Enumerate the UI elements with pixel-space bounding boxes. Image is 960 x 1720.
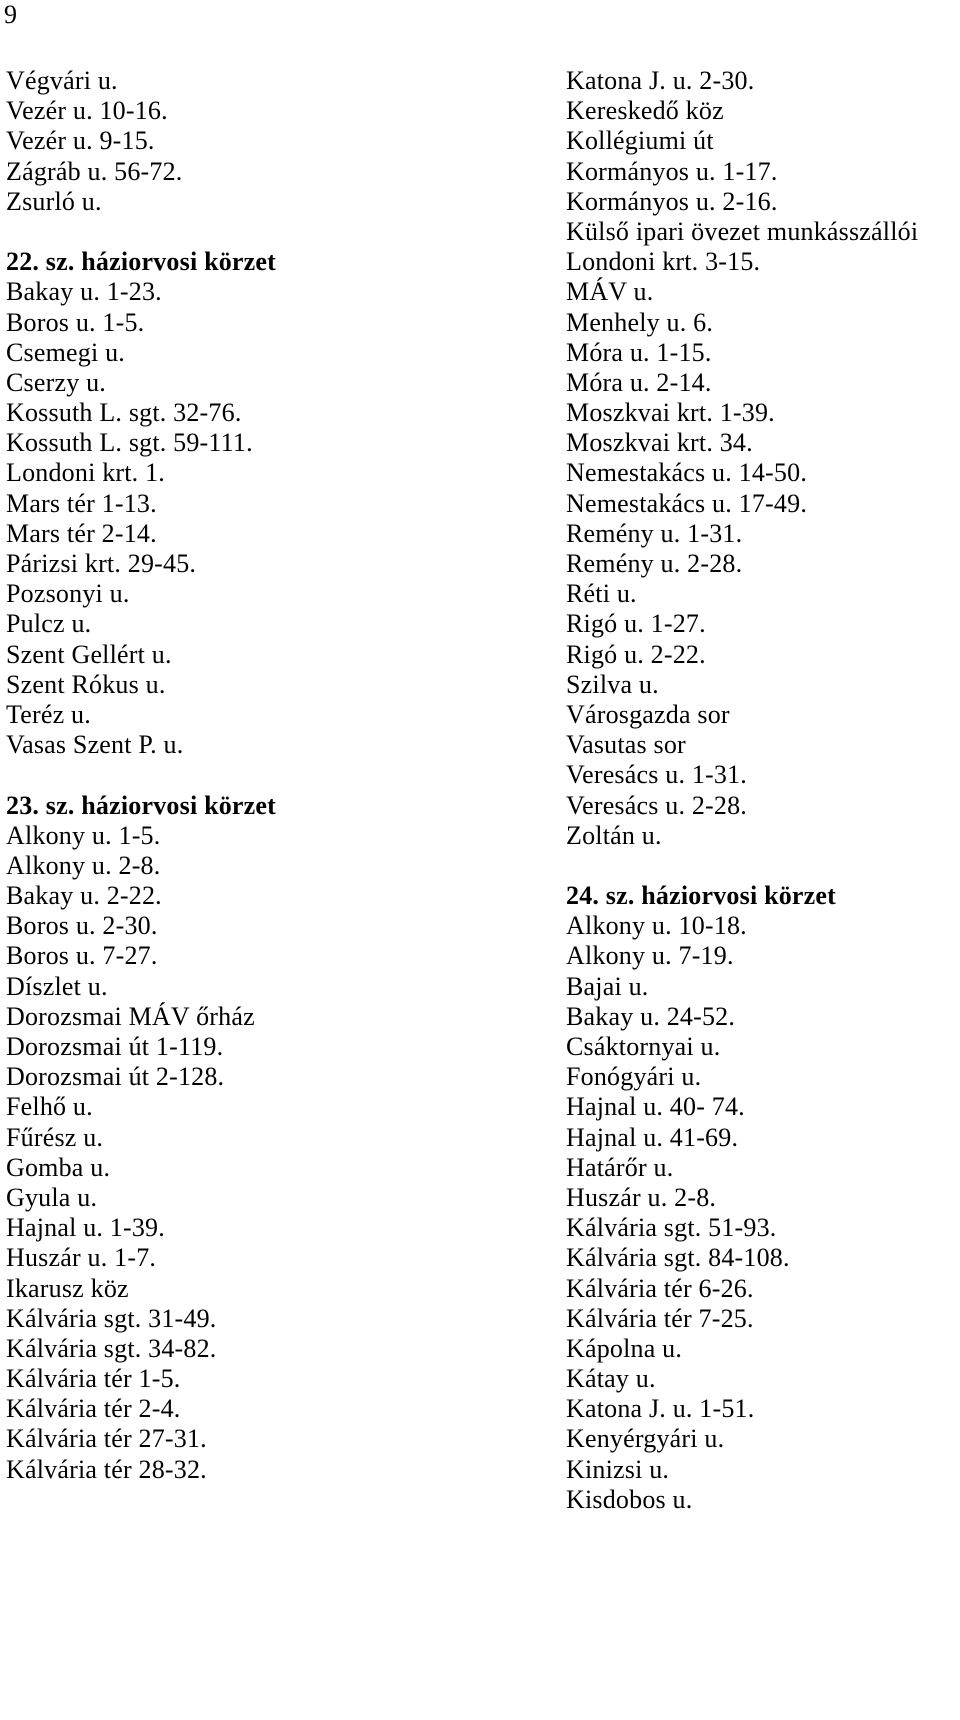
street-entry: Kálvária tér 1-5. [6,1364,181,1394]
street-entry: Bajai u. [566,971,649,1001]
street-entry: Gyula u. [6,1182,98,1212]
street-entry: Kossuth L. sgt. 59-111. [6,428,253,458]
street-entry: Határőr u. [566,1152,674,1182]
street-entry: Bakay u. 1-23. [6,277,162,307]
blank-line [566,851,956,881]
street-entry: Kossuth L. sgt. 32-76. [6,398,242,428]
street-entry: Kormányos u. 1-17. [566,156,778,186]
street-entry: Kereskedő köz [566,96,724,126]
street-entry: Bakay u. 2-22. [6,881,162,911]
right-column [566,66,956,1515]
street-entry: Moszkvai krt. 1-39. [566,398,775,428]
street-entry: Móra u. 1-15. [566,337,712,367]
street-entry: Végvári u. [6,66,118,95]
street-entry: Kormányos u. 2-16. [566,186,778,216]
street-entry: Londoni krt. 3-15. [566,247,761,277]
street-entry: Réti u. [566,579,637,609]
street-entry: Remény u. 2-28. [566,549,743,578]
street-entry: Fonógyári u. [566,1062,702,1092]
page-number: 9 [4,0,17,29]
street-entry: Kálvária sgt. 31-49. [6,1303,217,1333]
street-entry: Veresács u. 2-28. [566,790,748,820]
street-entry: Ikarusz köz [6,1273,129,1303]
street-entry: Teréz u. [6,699,91,729]
street-entry: Városgazda sor [566,699,730,729]
district-heading: 23. sz. háziorvosi körzet [6,790,277,820]
street-entry: Párizsi krt. 29-45. [6,549,197,578]
street-entry: Kisdobos u. [566,1484,693,1514]
street-entry: Vezér u. 9-15. [6,126,155,156]
blank-line [6,217,456,247]
street-entry: Külső ipari övezet munkásszállói [566,216,919,246]
street-entry: Kálvária tér 27-31. [6,1424,207,1454]
street-entry: Hajnal u. 1-39. [6,1213,165,1243]
street-entry: Zágráb u. 56-72. [6,156,183,186]
street-entry: Rigó u. 2-22. [566,639,706,669]
street-entry: Boros u. 2-30. [6,911,158,941]
left-column [6,66,456,1485]
street-entry: Szent Gellért u. [6,639,172,669]
street-entry: Nemestakács u. 14-50. [566,458,808,488]
street-entry: Bakay u. 24-52. [566,1001,736,1031]
street-entry: Gomba u. [6,1152,111,1182]
street-entry: Hajnal u. 40- 74. [566,1092,745,1122]
street-entry: Moszkvai krt. 34. [566,428,753,458]
street-entry: Csáktornyai u. [566,1032,721,1061]
district-heading: 22. sz. háziorvosi körzet [6,247,277,277]
district-heading: 24. sz. háziorvosi körzet [566,881,837,911]
street-entry: Fűrész u. [6,1122,104,1152]
street-entry: Kápolna u. [566,1333,683,1363]
street-entry: Hajnal u. 41-69. [566,1122,739,1152]
street-entry: Dorozsmai MÁV őrház [6,1001,255,1031]
street-entry: Nemestakács u. 17-49. [566,488,808,518]
street-entry: Alkony u. 2-8. [6,850,161,880]
street-entry: Kálvária sgt. 34-82. [6,1333,217,1363]
street-entry: MÁV u. [566,277,654,307]
street-entry: Dorozsmai út 1-119. [6,1032,224,1061]
street-entry: Kálvária sgt. 51-93. [566,1213,777,1243]
street-entry: Remény u. 1-31. [566,518,743,548]
street-entry: Díszlet u. [6,971,108,1001]
street-entry: Alkony u. 7-19. [566,941,734,971]
street-entry: Kálvária tér 28-32. [6,1454,207,1484]
street-entry: Móra u. 2-14. [566,367,712,397]
street-entry: Alkony u. 1-5. [6,820,161,850]
blank-line [6,760,456,790]
street-entry: Kálvária tér 6-26. [566,1273,754,1303]
street-entry: Csemegi u. [6,337,125,367]
street-entry: Kálvária tér 2-4. [6,1394,181,1424]
street-entry: Katona J. u. 1-51. [566,1394,755,1424]
street-entry: Katona J. u. 2-30. [566,66,755,95]
street-entry: Kinizsi u. [566,1454,670,1484]
street-entry: Kenyérgyári u. [566,1424,725,1454]
street-entry: Cserzy u. [6,367,106,397]
street-entry: Boros u. 1-5. [6,307,145,337]
street-entry: Zoltán u. [566,820,662,850]
street-entry: Zsurló u. [6,186,102,216]
street-entry: Alkony u. 10-18. [566,911,747,941]
street-entry: Huszár u. 1-7. [6,1243,157,1273]
street-entry: Rigó u. 1-27. [566,609,706,639]
street-entry: Pulcz u. [6,609,92,639]
street-entry: Veresács u. 1-31. [566,760,748,790]
street-entry: Szilva u. [566,669,659,699]
street-entry: Felhő u. [6,1092,93,1122]
street-entry: Szent Rókus u. [6,669,166,699]
street-entry: Vezér u. 10-16. [6,96,168,126]
street-entry: Kátay u. [566,1364,656,1394]
street-entry: Londoni krt. 1. [6,458,165,488]
street-entry: Dorozsmai út 2-128. [6,1062,225,1092]
street-entry: Vasas Szent P. u. [6,730,184,760]
street-entry: Mars tér 2-14. [6,518,157,548]
street-entry: Vasutas sor [566,730,686,760]
street-entry: Kollégiumi út [566,126,714,156]
street-entry: Kálvária tér 7-25. [566,1303,754,1333]
street-entry: Kálvária sgt. 84-108. [566,1243,790,1273]
street-entry: Menhely u. 6. [566,307,714,337]
street-entry: Mars tér 1-13. [6,488,157,518]
street-entry: Pozsonyi u. [6,579,130,609]
street-entry: Huszár u. 2-8. [566,1182,717,1212]
street-entry: Boros u. 7-27. [6,941,158,971]
